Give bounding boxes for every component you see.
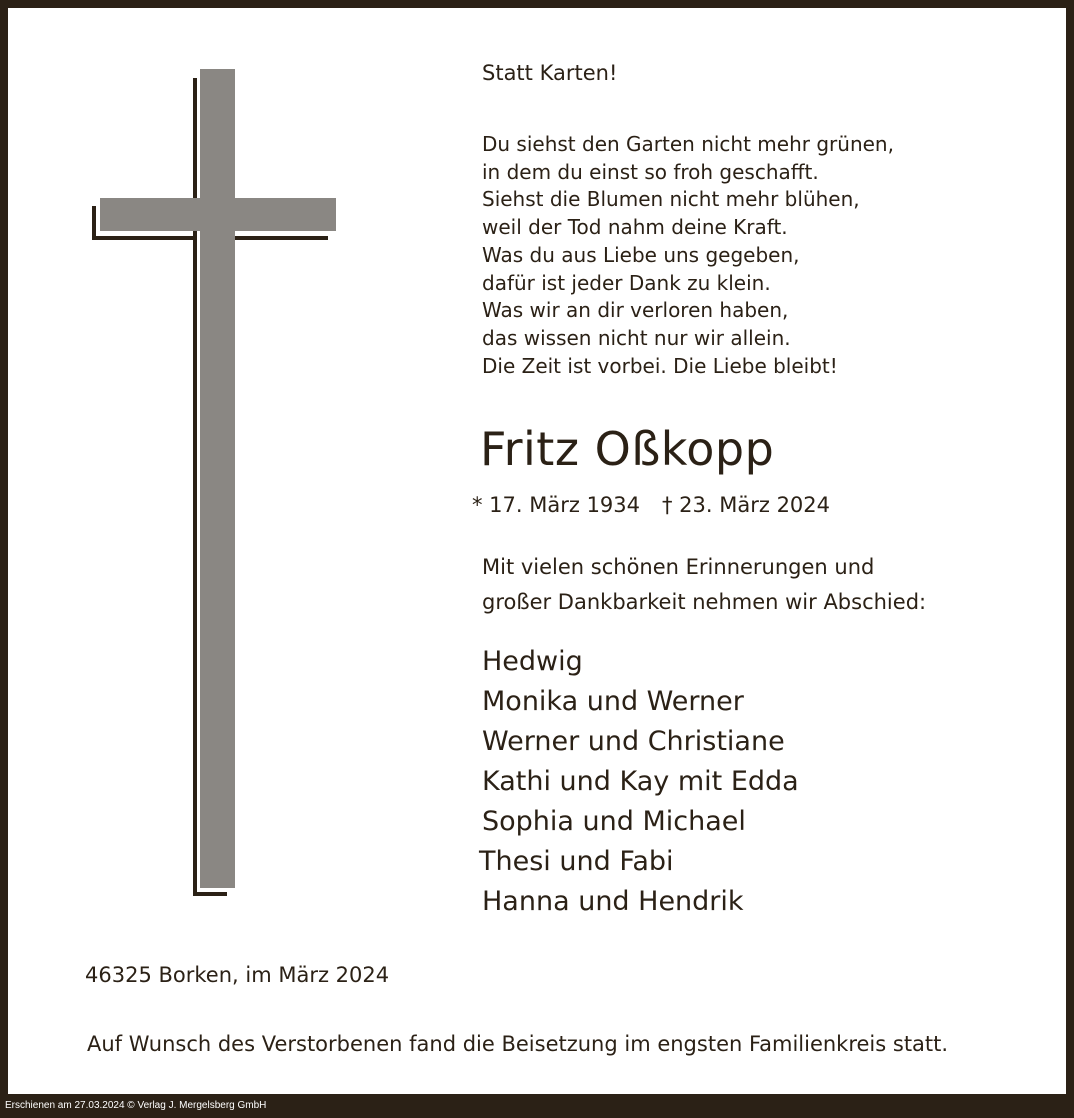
family-member: Kathi und Kay mit Edda <box>482 766 799 797</box>
farewell-line: großer Dankbarkeit nehmen wir Abschied: <box>482 590 927 614</box>
intro-text: Statt Karten! <box>482 61 618 85</box>
poem-line: Was du aus Liebe uns gegeben, <box>482 242 800 267</box>
poem-line: Siehst die Blumen nicht mehr blühen, <box>482 187 860 212</box>
poem-line: das wissen nicht nur wir allein. <box>482 325 791 350</box>
location-date: 46325 Borken, im März 2024 <box>85 963 390 987</box>
cross-shadow-foot <box>193 892 227 896</box>
death-date: † 23. März 2024 <box>662 493 831 517</box>
birth-date: * 17. März 1934 <box>472 493 641 517</box>
poem-line: Du siehst den Garten nicht mehr grünen, <box>482 132 894 156</box>
burial-notice: Auf Wunsch des Verstorbenen fand die Beisetzung im engsten Familienkreis statt. <box>87 1032 949 1056</box>
cross-horizontal-bar <box>100 198 336 231</box>
cross-shadow-left <box>92 206 96 240</box>
cross-shadow-arm-right <box>234 236 328 240</box>
family-member: Thesi und Fabi <box>479 846 674 877</box>
cross-vertical-bar <box>200 69 235 888</box>
family-member: Hedwig <box>482 646 583 677</box>
farewell-line: Mit vielen schönen Erinnerungen und <box>482 555 875 579</box>
poem-line: dafür ist jeder Dank zu klein. <box>482 270 771 295</box>
poem-line: in dem du einst so froh geschafft. <box>482 159 819 184</box>
poem-line: Die Zeit ist vorbei. Die Liebe bleibt! <box>482 353 838 378</box>
obituary-page <box>8 8 1066 1094</box>
family-member: Monika und Werner <box>482 686 744 717</box>
family-member: Hanna und Hendrik <box>482 886 744 917</box>
cross-shadow-arm-left <box>92 236 197 240</box>
poem-line: Was wir an dir verloren haben, <box>482 298 789 323</box>
deceased-name: Fritz Oßkopp <box>480 422 775 476</box>
publication-footer: Erschienen am 27.03.2024 © Verlag J. Mergelsberg GmbH <box>5 1100 267 1111</box>
family-member: Werner und Christiane <box>482 726 785 757</box>
poem-line: weil der Tod nahm deine Kraft. <box>482 215 788 240</box>
family-member: Sophia und Michael <box>482 806 746 837</box>
